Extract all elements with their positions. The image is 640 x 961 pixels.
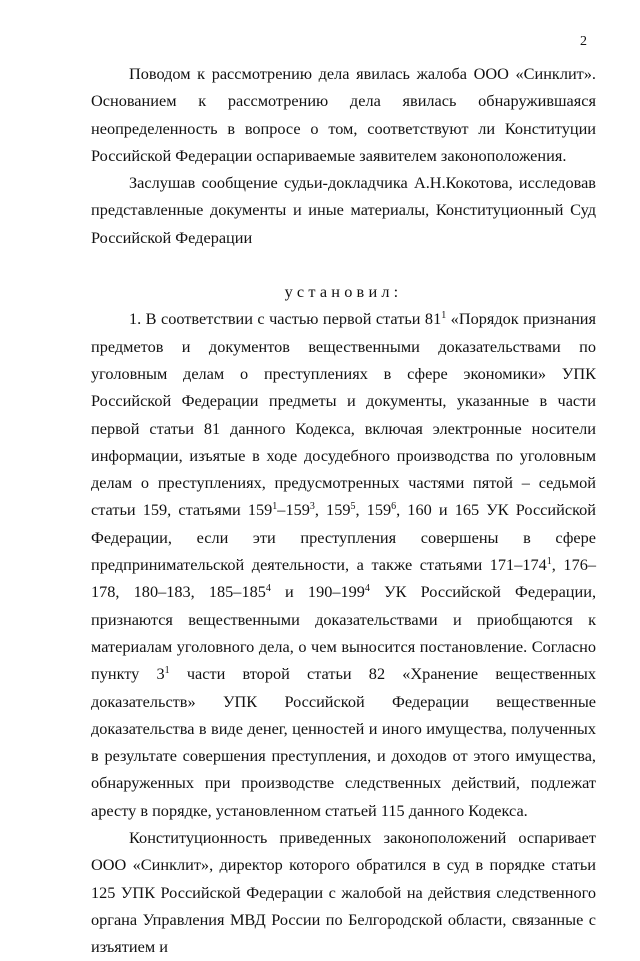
superscript: 3 [309, 501, 315, 513]
paragraph-hearing: Заслушав сообщение судьи-докладчика А.Н.Кокотова, исследовав представленные документы и иные материалы, Конституционный Суд Российской Федерации [91, 173, 596, 247]
superscript: 5 [350, 501, 356, 513]
text-span: , 159 [314, 500, 351, 520]
text-span: , 160 и 165 УК Российской Федерации, если эти преступления совершены в сфере предпринимательской деятельности, а также статьями 171–174 [91, 500, 597, 575]
text-span: и 190–199 [270, 582, 365, 602]
paragraph-constitutionality: Конституционность приведенных законоположений оспаривает ООО «Синклит», директор которого обратился в суд в порядке статьи 125 УПК Российской Федерации с жалобой на действия следственного органа Управления МВД России по Белгородской области, связанные с изъятием и [91, 828, 596, 957]
paragraph-article-81 [91, 305, 596, 824]
text-span: 1. В соответствии с частью первой статьи 81 [129, 309, 442, 329]
superscript: 1 [272, 501, 278, 513]
section-heading-established: установил: [284, 282, 403, 302]
superscript: 1 [441, 310, 447, 322]
text-span: , 176–178, 180–183, 185–185 [91, 555, 596, 602]
document-body [91, 60, 596, 961]
superscript: 6 [391, 501, 397, 513]
paragraph-reason: Поводом к рассмотрению дела явилась жалоба ООО «Синклит». Основанием к рассмотрению дела явилась обнаружившаяся неопределенность в вопросе о том, соответствуют ли Конституции Российской Федерации оспариваемые заявителем законоположения. [91, 64, 596, 165]
superscript: 4 [364, 583, 370, 595]
superscript: 4 [265, 583, 271, 595]
page-number: 2 [580, 34, 587, 49]
superscript: 1 [546, 556, 552, 568]
text-span: , 159 [355, 500, 392, 520]
text-span: «Порядок признания предметов и документов вещественными доказательствами по уголовным делам о преступлениях в сфере экономики» УПК Российской Федерации предметы и документы, указанные в части первой статьи 81 данного Кодекса, включая электронные носители информации, изъятые в ходе досудебного производства по уголовным делам о преступлениях, предусмотренных частями пятой – седьмой статьи 159, статьями 159 [91, 309, 596, 520]
text-span: части второй статьи 82 «Хранение вещественных доказательств» УПК Российской Федерации вещественные доказательства в виде денег, ценностей и иного имущества, полученных в результате совершения преступления, и доходов от этого имущества, обнаруженных при производстве следственных действий, подлежат аресту в порядке, установленном статьей 115 данного Кодекса. [91, 664, 596, 820]
text-span: –159 [277, 500, 310, 520]
superscript: 1 [164, 665, 170, 677]
text-span: УК Российской Федерации, признаются вещественными доказательствами и приобщаются к материалам уголовного дела, о чем выносится постановление. Согласно пункту 3 [91, 582, 597, 684]
